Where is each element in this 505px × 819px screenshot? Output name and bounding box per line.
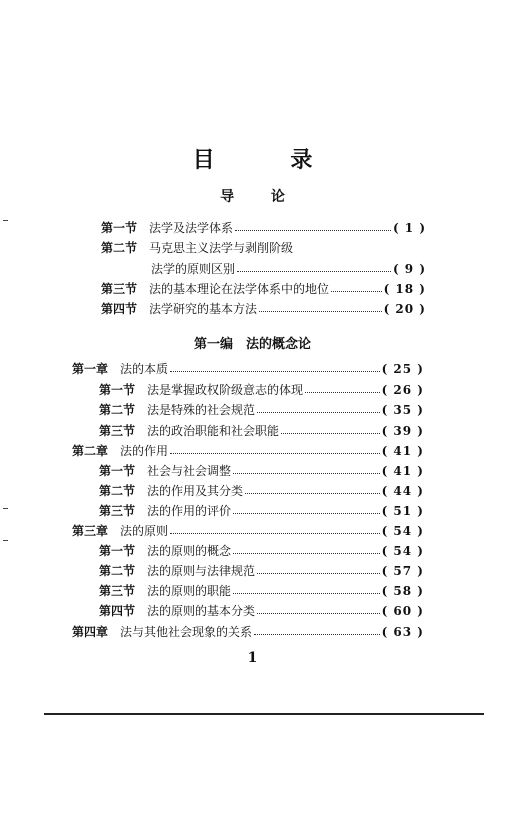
- toc-entry: [72, 624, 424, 640]
- toc-entry-title: 法学及法学体系: [149, 221, 234, 235]
- toc-entry-label: 第二章: [72, 444, 109, 458]
- toc-entry: [99, 382, 424, 398]
- toc-entry: [72, 443, 424, 459]
- dot-leader: [170, 371, 380, 372]
- intro-heading: 导 论: [220, 189, 301, 205]
- dot-leader: [259, 311, 382, 312]
- toc-entry: [99, 543, 424, 559]
- dot-leader: [245, 493, 380, 494]
- dot-leader: [257, 573, 380, 574]
- toc-entry-title: 法的基本理论在法学体系中的地位: [149, 282, 330, 296]
- toc-entry-title: 马克思主义法学与剥削阶级: [149, 241, 294, 255]
- toc-entry-title: 法学的原则区别: [151, 262, 236, 276]
- dot-leader: [257, 613, 380, 614]
- toc-entry-title: 法与其他社会现象的关系: [120, 625, 253, 639]
- toc-entry: [99, 402, 424, 418]
- page-title: 目 录: [192, 147, 347, 173]
- part-heading: 第一编 法的概念论: [193, 337, 311, 352]
- toc-entry: [99, 463, 424, 479]
- dot-leader: [257, 412, 380, 413]
- toc-entry: [72, 523, 424, 539]
- toc-entry-title: 法的原则的职能: [147, 584, 232, 598]
- toc-entry-label: 第一节: [101, 221, 138, 235]
- dot-leader: [254, 634, 380, 635]
- dot-leader: [233, 553, 380, 554]
- toc-entry: [99, 563, 424, 579]
- toc-entry-label: 第二节: [101, 241, 138, 255]
- scan-mark: [3, 220, 8, 221]
- toc-entry-page: ( 54 ): [381, 524, 424, 538]
- toc-entry: [99, 423, 424, 439]
- scan-mark: [3, 540, 8, 541]
- dot-leader: [237, 271, 391, 272]
- toc-entry-label: 第三节: [101, 282, 138, 296]
- dot-leader: [331, 291, 382, 292]
- toc-entry-title: 法的政治职能和社会职能: [147, 424, 280, 438]
- toc-entry-label: 第一节: [99, 544, 136, 558]
- toc-entry-label: 第四节: [101, 302, 138, 316]
- toc-entry-page: ( 63 ): [381, 625, 424, 639]
- toc-entry: [101, 281, 426, 297]
- dot-leader: [233, 473, 380, 474]
- toc-entry-page: ( 51 ): [381, 504, 424, 518]
- toc-entry-page: ( 26 ): [381, 383, 424, 397]
- toc-entry-page: ( 57 ): [381, 564, 424, 578]
- toc-entry: [101, 220, 426, 236]
- dot-leader: [233, 513, 380, 514]
- toc-entry: [99, 483, 424, 499]
- toc-entry-title: 法的原则: [120, 524, 169, 538]
- toc-entry-title: 法的本质: [120, 362, 169, 376]
- dot-leader: [170, 533, 380, 534]
- toc-entry-title: 法学研究的基本方法: [149, 302, 258, 316]
- toc-entry: [99, 603, 424, 619]
- footer-rule: [44, 713, 484, 715]
- toc-entry-label: 第一章: [72, 362, 109, 376]
- toc-entry: [99, 503, 424, 519]
- toc-entry-label: 第四节: [99, 604, 136, 618]
- toc-entry-title: 法的作用及其分类: [147, 484, 244, 498]
- toc-entry-page: ( 54 ): [381, 544, 424, 558]
- toc-entry-label: 第二节: [99, 484, 136, 498]
- toc-entry-page: ( 18 ): [383, 282, 426, 296]
- toc-entry-label: 第三节: [99, 424, 136, 438]
- toc-entry-page: ( 1 ): [392, 221, 426, 235]
- toc-entry-page: ( 58 ): [381, 584, 424, 598]
- toc-entry: [72, 361, 424, 377]
- dot-leader: [305, 392, 380, 393]
- toc-entry-page: ( 25 ): [381, 362, 424, 376]
- scan-mark: [3, 508, 8, 509]
- toc-entry-page: ( 44 ): [381, 484, 424, 498]
- dot-leader: [235, 230, 391, 231]
- toc-entry-page: ( 20 ): [383, 302, 426, 316]
- dot-leader: [170, 453, 380, 454]
- toc-entry-title: 法的原则与法律规范: [147, 564, 256, 578]
- toc-entry-label: 第三节: [99, 584, 136, 598]
- toc-entry: [99, 583, 424, 599]
- toc-entry-page: ( 60 ): [381, 604, 424, 618]
- toc-entry-title: 法是特殊的社会规范: [147, 403, 256, 417]
- toc-entry-label: 第二节: [99, 403, 136, 417]
- toc-entry: [101, 240, 426, 256]
- dot-leader: [233, 593, 380, 594]
- toc-entry-title: 社会与社会调整: [147, 464, 232, 478]
- toc-entry-title: 法的作用: [120, 444, 169, 458]
- toc-entry-page: ( 41 ): [381, 444, 424, 458]
- dot-leader: [281, 433, 380, 434]
- toc-entry-page: ( 41 ): [381, 464, 424, 478]
- toc-entry-title: 法是掌握政权阶级意志的体现: [147, 383, 304, 397]
- toc-entry-title: 法的原则的概念: [147, 544, 232, 558]
- toc-entry-label: 第三章: [72, 524, 109, 538]
- toc-entry-title: 法的作用的评价: [147, 504, 232, 518]
- toc-entry-label: 第二节: [99, 564, 136, 578]
- page-number: 1: [247, 650, 258, 666]
- toc-entry: [101, 301, 426, 317]
- toc-entry-page: ( 35 ): [381, 403, 424, 417]
- toc-entry-label: 第一节: [99, 383, 136, 397]
- toc-entry-title: 法的原则的基本分类: [147, 604, 256, 618]
- toc-entry-label: 第一节: [99, 464, 136, 478]
- toc-entry-page: ( 9 ): [392, 262, 426, 276]
- toc-entry-label: 第四章: [72, 625, 109, 639]
- toc-entry: [151, 261, 426, 277]
- toc-entry-label: 第三节: [99, 504, 136, 518]
- toc-entry-page: ( 39 ): [381, 424, 424, 438]
